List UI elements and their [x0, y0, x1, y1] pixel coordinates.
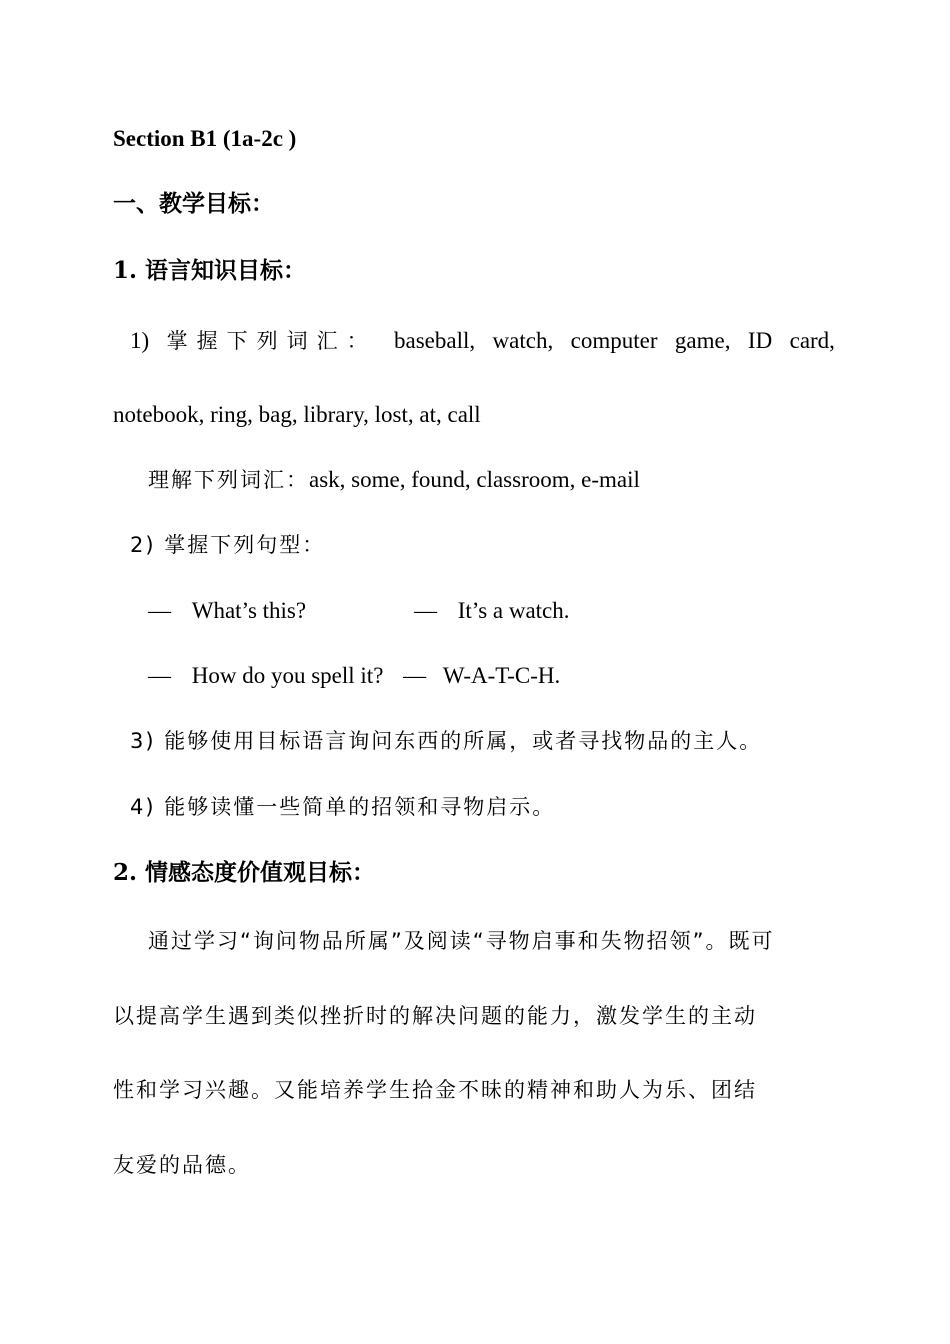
vocab-word: ID: [747, 328, 773, 353]
pattern-answer: W-A-T-C-H.: [442, 663, 561, 688]
pattern-question: How do you spell it?: [191, 663, 384, 688]
vocab-master-line2: notebook, ring, bag, library, lost, at, call: [113, 402, 481, 427]
sentence-patterns-label: [130, 530, 325, 560]
vocab-understand-line: [148, 465, 640, 495]
vocab-master-label: 掌握下列词汇：: [166, 329, 377, 353]
section-title: Section B1 (1a-2c ): [113, 126, 297, 151]
pattern-row-1-question: [148, 596, 306, 626]
item-3: 3) 能够使用目标语言询问东西的所属，或者寻找物品的主人。: [130, 729, 763, 753]
vocab-word: card,: [789, 328, 835, 353]
heading-teaching-goals: 一、教学目标：: [113, 190, 274, 217]
vocab-word: watch,: [492, 328, 554, 353]
pattern-row-1-answer: [414, 596, 570, 626]
paragraph-line-4: 友爱的品德。: [113, 1153, 251, 1177]
pattern-answer: It’s a watch.: [457, 598, 570, 623]
vocab-master-line1: [113, 326, 835, 356]
paragraph-line-1: 通过学习“询问物品所属”及阅读“寻物启事和失物招领”。既可: [148, 929, 775, 953]
item-4: 4) 能够读懂一些简单的招领和寻物启示。: [130, 795, 556, 819]
heading-language-goals: 1. 语言知识目标：: [113, 257, 307, 284]
vocab-word: computer: [570, 328, 658, 353]
vocab-understand-label: 理解下列词汇：: [148, 468, 309, 492]
vocab-word: game,: [674, 328, 731, 353]
paragraph-line-2: 以提高学生遇到类似挫折时的解决问题的能力，激发学生的主动: [113, 1004, 757, 1028]
vocab-word: baseball,: [394, 328, 476, 353]
dash: —: [148, 663, 171, 688]
dash: —: [148, 598, 171, 623]
vocab-master-prefix: 1): [130, 328, 150, 353]
heading-emotion-goals: 2. 情感态度价值观目标：: [113, 859, 376, 886]
paragraph-line-3: 性和学习兴趣。又能培养学生拾金不昧的精神和助人为乐、团结: [113, 1078, 757, 1102]
sentence-patterns-text: 2) 掌握下列句型：: [130, 533, 326, 557]
pattern-row-2: [148, 661, 560, 691]
dash: —: [403, 663, 427, 688]
dash: —: [414, 598, 437, 623]
pattern-question: What’s this?: [191, 598, 307, 623]
vocab-understand-items: ask, some, found, classroom, e-mail: [309, 467, 640, 492]
